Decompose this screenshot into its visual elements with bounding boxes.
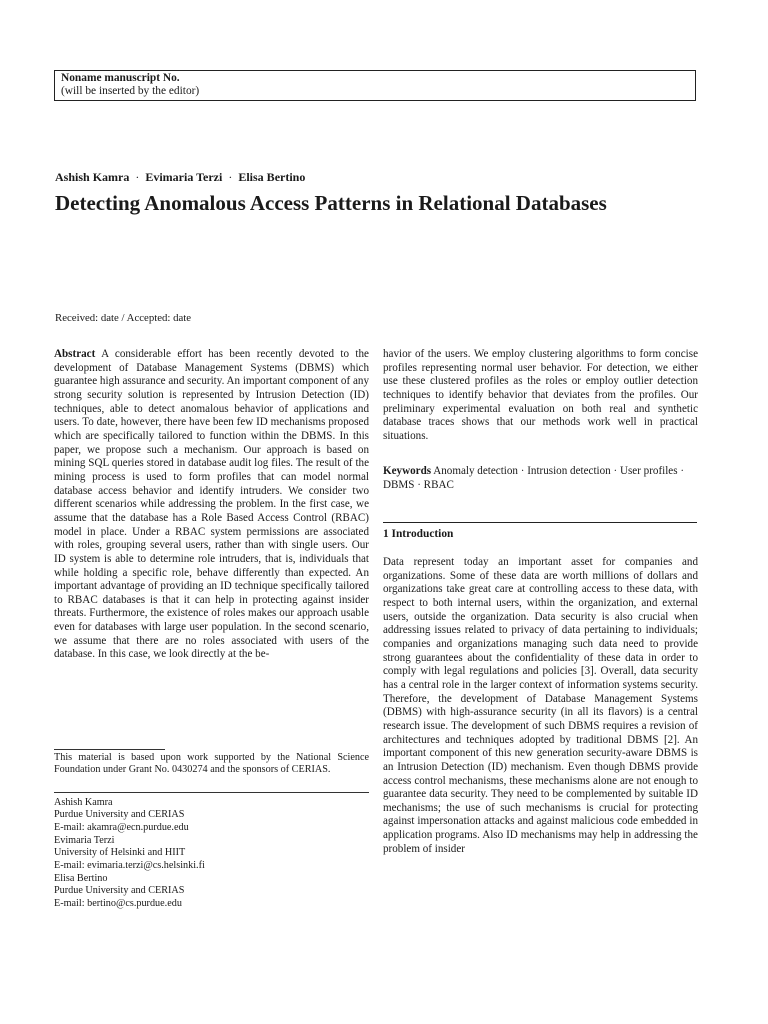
affiliation-email: E-mail: bertino@cs.purdue.edu [54,897,182,909]
affiliation-name: Elisa Bertino [54,873,108,884]
introduction-paragraph: Data represent today an important asset for companies and organizations. Some of these data are worth millions of dollars and organizations take great care at controlling access to these data, with respect to both internal users, within the organization, and external users, outside the organization. Data security is also crucial when addressing issues related to privacy of data pertaining to individuals; companies and organizations managing such data need to provide strong guarantees about the confidentiality of these data in order to comply with legal regulations and policies [3]. Overall, data security has a central role in the larger context of information systems security. Therefore, the development of Database Management Systems (DBMS) with high-assurance security (in all its flavors) is a central research issue. The development of such DBMS requires a revision of architectures and techniques adopted by traditional DBMS [2]. An important component of this new generation security-aware DBMS is an Intrusion Detection (ID) mechanism. Even though DBMS provide access control mechanisms, these mechanisms alone are not enough to guarantee data security. They need to be complemented by suitable ID mechanisms; the use of such mechanisms is crucial for protecting against impersonation attacks and against malicious code embedded in application programs. Also ID mechanisms may help in addressing the problem of insider [383,556,698,855]
keywords [383,464,698,492]
author-separator: · [228,170,233,184]
author-line [55,169,695,185]
manuscript-info-box [54,70,696,101]
affiliation-divider [54,792,369,793]
abstract-heading: Abstract [54,348,96,360]
abstract-text: A considerable effort has been recently devoted to the development of Database Management Systems (DBMS) which guarantee high assurance and security. An important component of any strong security solution is represented by Intrusion Detection (ID) techniques, able to detect anomalous behavior of applications and users. To date, however, there have been few ID mechanisms proposed which are specifically tailored to function within the DBMS. In this paper, we propose such a mechanism. Our approach is based on mining SQL queries stored in database audit log files. The result of the mining process is used to form profiles that can model normal database access behavior and identify intruders. We consider two different scenarios while addressing the problem. In the first case, we assume that the database has a Role Based Access Control (RBAC) model in place. Under a RBAC system permissions are associated with roles, grouping several users, rather than with single users. Our ID system is able to determine role intruders, that is, individuals that while holding a specific role, behave differently than expected. An important advantage of providing an ID technique specifically tailored to RBAC databases is that it can help in protecting against insider threats. Furthermore, the existence of roles makes our approach usable even for databases with large user population. In the second scenario, we assume that there are no roles associated with users of the database. In this case, we look directly at the be- [54,348,369,661]
affiliation-block [54,835,369,872]
author-name: Evimaria Terzi [145,170,223,184]
affiliation-block [54,797,369,834]
author-separator: · [135,170,140,184]
abstract-column-left [54,348,369,662]
footnote-divider [54,749,165,750]
author-name: Ashish Kamra [55,170,130,184]
manuscript-editor-note: (will be inserted by the editor) [61,85,200,97]
affiliation-name: Evimaria Terzi [54,835,115,846]
received-date: Received: date / Accepted: date [55,312,192,324]
paper-title: Detecting Anomalous Access Patterns in Relational Databases [55,191,607,215]
funding-footnote: This material is based upon work supported by the National Science Foundation under Grant No. 0430274 and the sponsors of CERIAS. [54,752,369,776]
section-heading-introduction: 1 Introduction [383,528,454,540]
affiliation-email: E-mail: evimaria.terzi@cs.helsinki.fi [54,859,205,871]
introduction-text [383,556,698,856]
abstract-text-continued: havior of the users. We employ clustering algorithms to form concise profiles representing normal user behavior. For detection, we either use these clustered profiles as the roles or employ outlier detection techniques to identify behavior that deviates from the profiles. Our preliminary experimental evaluation on both real and synthetic database traces shows that our methods work well in practical situations. [383,348,698,442]
affiliation-institution: University of Helsinki and HIIT [54,847,186,859]
keywords-list: Anomaly detection · Intrusion detection · User profiles · DBMS · RBAC [383,465,685,491]
affiliation-email: E-mail: akamra@ecn.purdue.edu [54,821,189,833]
keywords-heading: Keywords [383,465,432,477]
section-divider [383,522,697,523]
affiliation-block [54,873,369,910]
affiliation-institution: Purdue University and CERIAS [54,885,185,897]
affiliation-institution: Purdue University and CERIAS [54,809,185,821]
manuscript-number-label: Noname manuscript No. [61,72,180,84]
author-name: Elisa Bertino [238,170,306,184]
affiliation-name: Ashish Kamra [54,797,113,808]
abstract-column-right [383,348,698,444]
